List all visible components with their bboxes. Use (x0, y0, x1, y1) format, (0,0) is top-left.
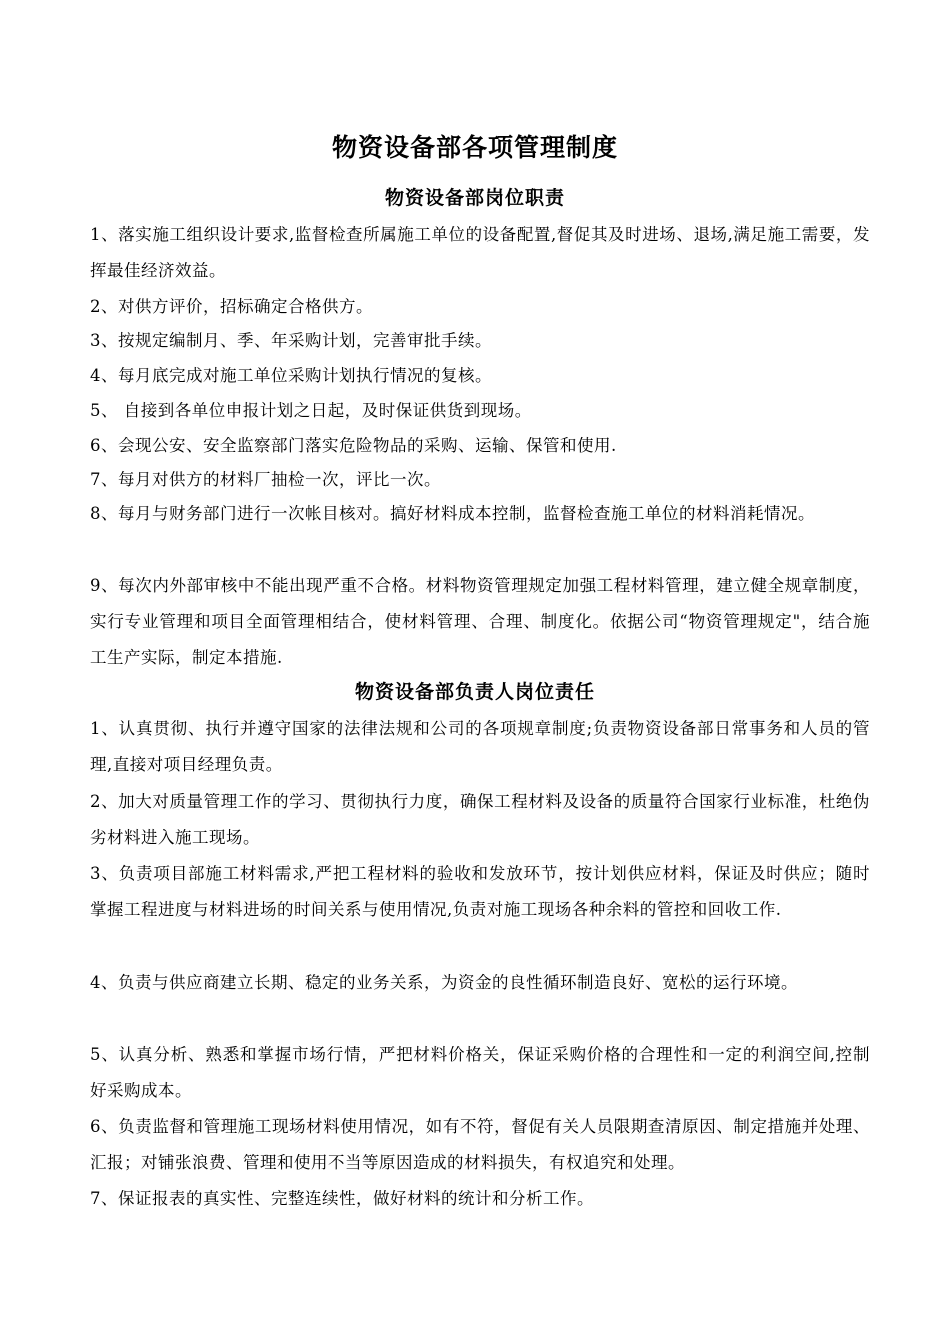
section-title-responsibilities: 物资设备部岗位职责 (384, 187, 565, 209)
list-item: 5、 自接到各单位申报计划之日起，及时保证供货到现场。 (90, 401, 532, 420)
list-item: 6、负责监督和管理施工现场材料使用情况，如有不符，督促有关人员限期查清原因、制定措施并处理、汇报；对铺张浪费、管理和使用不当等原因造成的材料损失，有权追究和处理。 (90, 1117, 870, 1172)
list-item: 8、每月与财务部门进行一次帐目核对。搞好材料成本控制，监督检查施工单位的材料消耗情况。 (90, 504, 815, 523)
list-item: 4、负责与供应商建立长期、稳定的业务关系，为资金的良性循环制造良好、宽松的运行环境。 (90, 973, 798, 992)
list-item: 6、会现公安、安全监察部门落实危险物品的采购、运输、保管和使用. (90, 436, 617, 455)
list-item: 1、落实施工组织设计要求,监督检查所属施工单位的设备配置,督促其及时进场、退场,满足施工需要，发挥最佳经济效益。 (90, 225, 870, 280)
document-title: 物资设备部各项管理制度 (331, 133, 618, 162)
list-item: 2、对供方评价，招标确定合格供方。 (90, 297, 373, 316)
list-item: 1、认真贯彻、执行并遵守国家的法律法规和公司的各项规章制度;负责物资设备部日常事务和人员的管理,直接对项目经理负责。 (90, 719, 870, 774)
list-item: 3、负责项目部施工材料需求,严把工程材料的验收和发放环节，按计划供应材料，保证及时供应；随时掌握工程进度与材料进场的时间关系与使用情况,负责对施工现场各种余料的管控和回收工作. (90, 864, 870, 919)
list-item: 7、每月对供方的材料厂抽检一次，评比一次。 (90, 470, 441, 489)
list-item: 2、加大对质量管理工作的学习、贯彻执行力度，确保工程材料及设备的质量符合国家行业标准，杜绝伪劣材料进入施工现场。 (90, 792, 870, 847)
list-item: 4、每月底完成对施工单位采购计划执行情况的复核。 (90, 366, 492, 385)
list-item: 7、保证报表的真实性、完整连续性，做好材料的统计和分析工作。 (90, 1189, 594, 1208)
list-item: 9、每次内外部审核中不能出现严重不合格。材料物资管理规定加强工程材料管理，建立健全规章制度，实行专业管理和项目全面管理相结合，使材料管理、合理、制度化。依据公司“物资管理规定"，结合施工生产实际，制定本措施. (90, 576, 870, 667)
list-item: 5、认真分析、熟悉和掌握市场行情，严把材料价格关，保证采购价格的合理性和一定的利润空间,控制好采购成本。 (90, 1045, 870, 1100)
list-item: 3、按规定编制月、季、年采购计划，完善审批手续。 (90, 331, 492, 350)
section-title-manager-duties: 物资设备部负责人岗位责任 (354, 681, 595, 703)
